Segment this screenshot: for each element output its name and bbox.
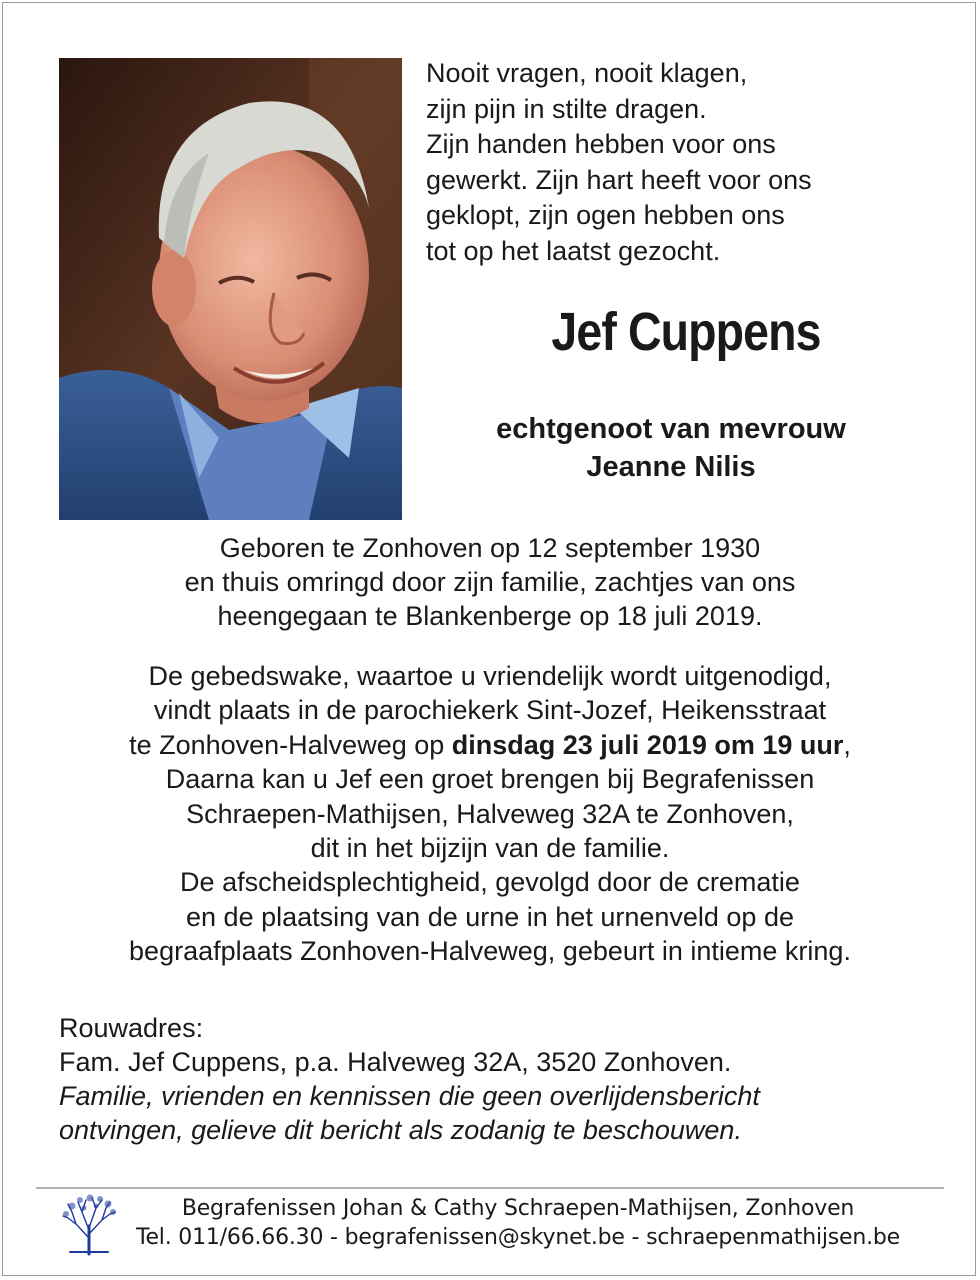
ceremony-line: vindt plaats in de parochiekerk Sint-Jozef, Heikensstraat bbox=[153, 695, 827, 726]
spouse-info bbox=[426, 410, 916, 486]
deceased-name: Jef Cuppens bbox=[551, 302, 821, 362]
poem-line: Zijn handen hebben voor ons bbox=[426, 129, 776, 159]
address-label: Rouwadres: bbox=[59, 1013, 204, 1043]
tree-icon bbox=[60, 1194, 118, 1256]
poem-line: zijn pijn in stilte dragen. bbox=[426, 93, 707, 124]
poem-line: tot op het laatst gezocht. bbox=[426, 235, 721, 266]
footer-divider bbox=[36, 1187, 944, 1189]
ceremony-line: Daarna kan u Jef een groet brengen bij Begrafenissen bbox=[165, 764, 815, 795]
footer-contact: Tel. 011/66.66.30 - begrafenissen@skynet.be - schraepenmathijsen.be bbox=[135, 1225, 901, 1250]
ceremony-line: en de plaatsing van de urne in het urnenveld op de bbox=[186, 901, 794, 932]
ceremony-line: De gebedswake, waartoe u vriendelijk wordt uitgenodigd, bbox=[148, 661, 832, 691]
mourning-address bbox=[59, 1011, 959, 1147]
address-note: Familie, vrienden en kennissen die geen overlijdensbericht bbox=[59, 1081, 760, 1111]
poem bbox=[426, 56, 946, 269]
footer-company: Begrafenissen Johan & Cathy Schraepen-Mathijsen, Zonhoven bbox=[181, 1196, 855, 1221]
poem-line: gewerkt. Zijn hart heeft voor ons bbox=[426, 164, 812, 195]
ceremony-line: Schraepen-Mathijsen, Halveweg 32A te Zonhoven, bbox=[186, 798, 794, 829]
ceremony-date: dinsdag 23 juli 2019 om 19 uur bbox=[451, 729, 844, 760]
ceremony-text bbox=[40, 659, 940, 969]
funeral-home-footer bbox=[118, 1194, 918, 1252]
ceremony-line: begraafplaats Zonhoven-Halveweg, gebeurt in intieme kring. bbox=[129, 936, 851, 967]
birth-death-line: Geboren te Zonhoven op 12 september 1930 bbox=[219, 533, 761, 563]
birth-death-line: heengegaan te Blankenberge op 18 juli 2019. bbox=[217, 601, 763, 631]
ceremony-line: De afscheidsplechtigheid, gevolgd door de crematie bbox=[180, 867, 800, 898]
address-line: Fam. Jef Cuppens, p.a. Halveweg 32A, 3520 Zonhoven. bbox=[59, 1047, 732, 1077]
birth-death-line: en thuis omringd door zijn familie, zachtjes van ons bbox=[184, 567, 796, 597]
address-note: ontvingen, gelieve dit bericht als zodanig te beschouwen. bbox=[59, 1115, 742, 1145]
ceremony-date-prefix: te Zonhoven-Halveweg op bbox=[129, 729, 452, 760]
ceremony-date-suffix: , bbox=[843, 729, 851, 760]
poem-line: Nooit vragen, nooit klagen, bbox=[426, 58, 748, 88]
spouse-line-1: echtgenoot van mevrouw bbox=[496, 413, 846, 445]
ceremony-line-date bbox=[40, 728, 940, 762]
ceremony-line: dit in het bijzijn van de familie. bbox=[310, 833, 670, 864]
birth-death-text bbox=[40, 531, 940, 633]
portrait-photo bbox=[59, 58, 402, 520]
spouse-line-2: Jeanne Nilis bbox=[586, 451, 756, 483]
poem-line: geklopt, zijn ogen hebben ons bbox=[426, 200, 785, 230]
